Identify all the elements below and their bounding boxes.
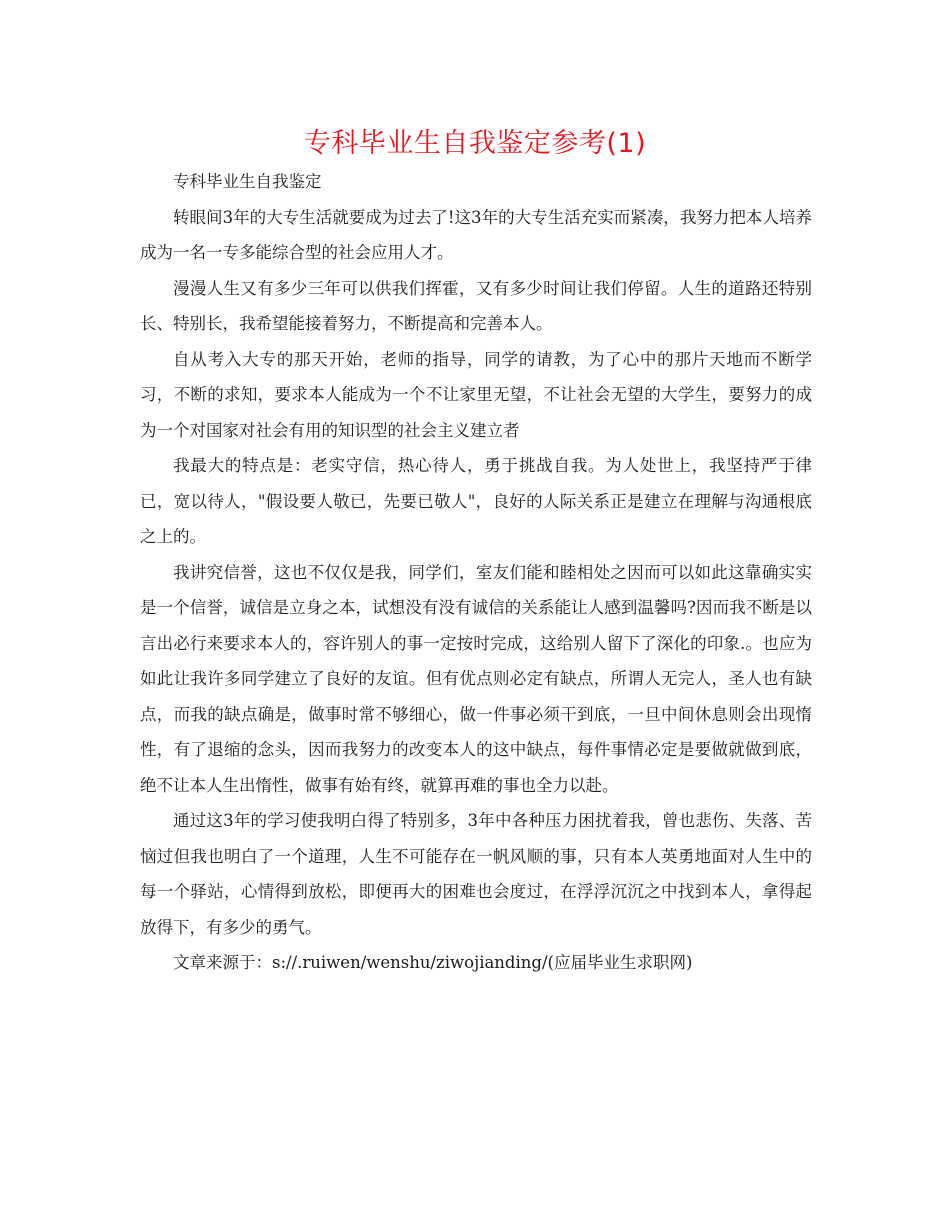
- paragraph-subtitle: 专科毕业生自我鉴定: [173, 172, 322, 191]
- paragraph: 我最大的特点是：老实守信，热心待人，勇于挑战自我。为人处世上，我坚持严于律已，宽以待人，"假设要人敬已，先要已敬人"，良好的人际关系正是建立在理解与沟通根底之上的。: [140, 456, 812, 546]
- document-body: [140, 164, 812, 981]
- paragraph: 通过这3年的学习使我明白得了特别多，3年中各种压力困扰着我，曾也悲伤、失落、苦恼过但我也明白了一个道理，人生不可能存在一帆风顺的事，只有本人英勇地面对人生中的每一个驿站，心情得到放松，即便再大的困难也会度过，在浮浮沉沉之中找到本人，拿得起放得下，有多少的勇气。: [140, 811, 812, 937]
- paragraph: 我讲究信誉，这也不仅仅是我，同学们，室友们能和睦相处之因而可以如此这靠确实实是一个信誉，诚信是立身之本，试想没有没有诚信的关系能让人感到温馨吗?因而我不断是以言出必行来要求本人的，容许别人的事一定按时完成，这给别人留下了深化的印象.。也应为如此让我许多同学建立了良好的友谊。但有优点则必定有缺点，所谓人无完人，圣人也有缺点，而我的缺点确是，做事时常不够细心，做一件事必须干到底，一旦中间休息则会出现惰性，有了退缩的念头，因而我努力的改变本人的这中缺点，每件事情必定是要做就做到底，绝不让本人生出惰性，做事有始有终，就算再难的事也全力以赴。: [140, 562, 812, 795]
- paragraph: 转眼间3年的大专生活就要成为过去了!这3年的大专生活充实而紧凑，我努力把本人培养成为一名一专多能综合型的社会应用人才。: [140, 207, 812, 262]
- paragraph: 自从考入大专的那天开始，老师的指导，同学的请教，为了心中的那片天地而不断学习，不断的求知，要求本人能成为一个不让家里无望，不让社会无望的大学生，要努力的成为一个对国家对社会有用的知识型的社会主义建立者: [140, 349, 812, 440]
- paragraph: 漫漫人生又有多少三年可以供我们挥霍，又有多少时间让我们停留。人生的道路还特别长、特别长，我希望能接着努力，不断提高和完善本人。: [140, 278, 812, 333]
- source-line: 文章来源于：s://.ruiwen/wenshu/ziwojianding/(应届毕业生求职网): [173, 953, 693, 972]
- document-title: 专科毕业生自我鉴定参考(1): [303, 128, 647, 159]
